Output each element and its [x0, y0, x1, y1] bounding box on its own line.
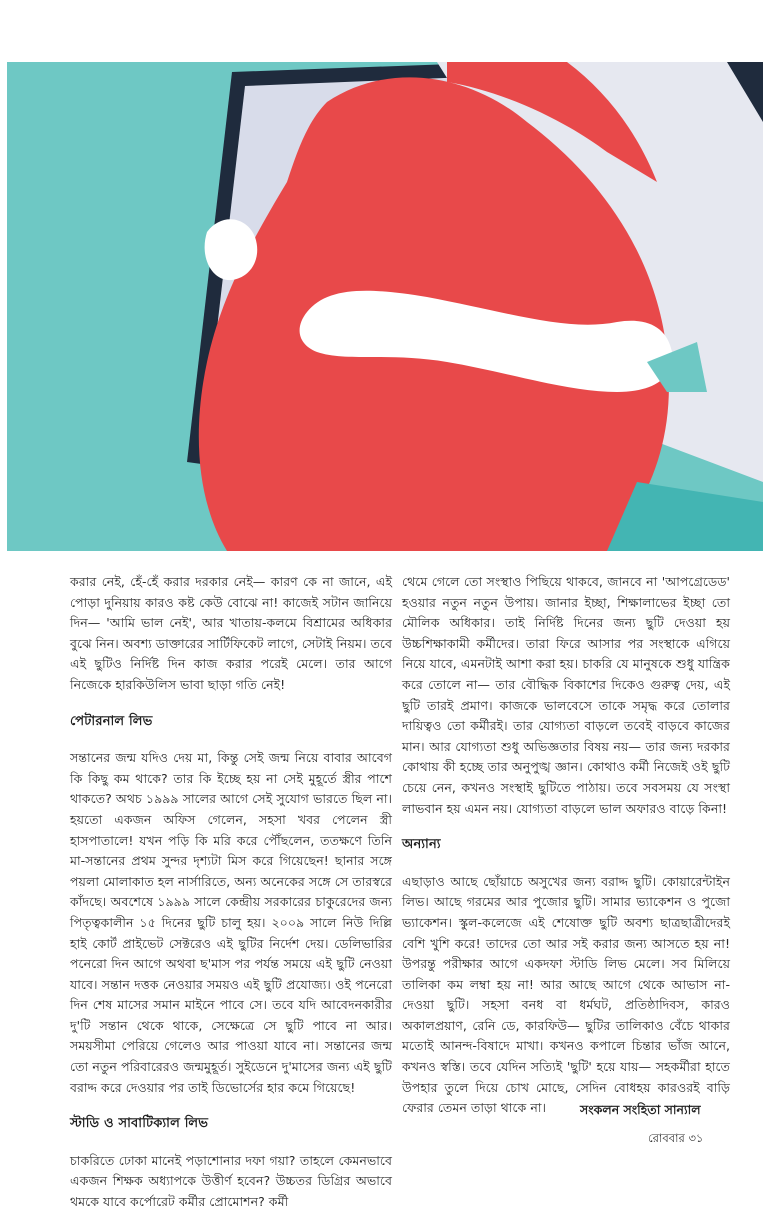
- study-continued-paragraph: থেমে গেলে তো সংস্থাও পিছিয়ে থাকবে, জানবে না 'আপগ্রেডেড' হওয়ার নতুন নতুন উপায়। জানার ইচ্ছা, শিক্ষালাভের ইচ্ছা তো মৌলিক অধিকার। তাই নির্দিষ্ট দিনের জন্য ছুটি দেওয়া হয় উচ্চশিক্ষাকামী কর্মীদের। তারা ফিরে আসার পর সংস্থাকে এগিয়ে নিয়ে যাবে, এমনটাই আশা করা হয়। চাকরি যে মানুষকে শুধু যান্ত্রিক করে তোলে না— তার বৌদ্ধিক বিকাশের দিকেও গুরুত্ব দেয়, এই ছুটি তারই প্রমাণ। কাজকে ভালবেসে তাকে সমৃদ্ধ করে তোলার দায়িত্বও তো কর্মীরই। তার যোগ্যতা বাড়লে তবেই বাড়বে কাজের মান। আর যোগ্যতা শুধু অভিজ্ঞতার বিষয় নয়— তার জন্য দরকার কোথায় কী হচ্ছে তার অনুপুঙ্খ জ্ঞান। কোথাও কর্মী নিজেই ওই ছুটি চেয়ে নেন, কখনও সংস্থাই ছুটিতে পাঠায়। তবে সবসময় যে সংস্থা লাভবান হয় এমন নয়। যোগ্যতা বাড়লে ভাল অফারও বাড়ে কিনা!: [402, 574, 730, 816]
- study-leave-paragraph: চাকরিতে ঢোকা মানেই পড়াশোনার দফা গয়া? তাহলে কেমনভাবে একজন শিক্ষক অধ্যাপকে উত্তীর্ণ হবেন? উচ্চতর ডিগ্রির অভাবে থমকে যাবে কর্পোরেট কর্মীর প্রোমোশন? কর্মী: [70, 1152, 392, 1210]
- byline-name: সংহিতা সান্যাল: [623, 1102, 701, 1117]
- byline-label: সংকলন: [580, 1102, 620, 1117]
- heading-study-leave: স্টাডি ও সাবাটিক্যাল লিভ: [70, 1116, 209, 1132]
- heading-paternal-leave: পেটারনাল লিভ: [70, 713, 153, 729]
- pregnant-woman-with-clipboard-illustration: [7, 62, 763, 551]
- other-leave-paragraph: এছাড়াও আছে ছোঁয়াচে অসুখের জন্য বরাদ্দ ছুটি। কোয়ারেন্টাইন লিভ। আছে গরমের আর পুজোর ছুটি। সামার ভ্যাকেশন ও পুজো ভ্যাকেশন। স্কুল-কলেজে এই শেষোক্ত ছুটি অবশ্য ছাত্রছাত্রীদেরই বেশি খুশি করে! তাদের তো আর সই করার জন্য আসতে হয় না! উপরন্তু পরীক্ষার আগে একদফা স্টাডি লিভ মেলে। সব মিলিয়ে তালিকা কম লম্বা হয় না! আর আছে আগে থেকে আভাস না-দেওয়া ছুটি। সহসা বনধ বা ধর্মঘট, প্রতিষ্ঠাদিবস, কারও অকালপ্রয়াণ, রেনি ডে, কারফিউ— ছুটির তালিকাও বেঁচে থাকার মতোই আনন্দ-বিষাদে মাখা। কখনও কপালে চিন্তার ভাঁজ আনে, কখনও স্বস্তি। তবে যেদিন সত্যিই 'ছুটি' হয়ে যায়— সহকর্মীরা হাতে উপহার তুলে দিয়ে চোখ মোছে, সেদিন বোধহয় কারওরই বাড়ি ফেরার তেমন তাড়া থাকে না।: [402, 873, 730, 1116]
- page-folio: রোববার ৩১: [648, 1131, 704, 1145]
- left-column: [70, 572, 392, 1213]
- paternal-leave-paragraph: সন্তানের জন্ম যদিও দেয় মা, কিন্তু সেই জন্ম নিয়ে বাবার আবেগ কি কিছু কম থাকে? তার কি ইচ্ছে হয় না সেই মুহূর্তে স্ত্রীর পাশে থাকতে? অথচ ১৯৯৯ সালের আগে সেই সুযোগ ভারতে ছিল না। হয়তো একজন অফিস গেলেন, সহসা খবর পেলেন স্ত্রী হাসপাতালে! যখন পড়ি কি মরি করে পৌঁছলেন, ততক্ষণে তিনি মা-সন্তানের প্রথম সুন্দর দৃশ্যটা মিস করে গিয়েছেন! ছানার সঙ্গে পয়লা মোলাকাত হল নার্সারিতে, অন্য অনেকের সঙ্গে সে তারস্বরে কাঁদছে। অবশেষে ১৯৯৯ সালে কেন্দ্রীয় সরকারের চাকুরেদের জন্য পিতৃত্বকালীন ১৫ দিনের ছুটি চালু হয়। ২০০৯ সালে নিউ দিল্লি হাই কোর্ট প্রাইভেট সেক্টরেও এই ছুটির নির্দেশ দেয়। ডেলিভারির পনেরো দিন আগে অথবা ছ'মাস পর পর্যন্ত সময়ে এই ছুটি নেওয়া যাবে। সন্তান দত্তক নেওয়ার সময়ও এই ছুটি প্রযোজ্য। ওই পনেরো দিন শেষ মাসের সমান মাইনে পাবে সে। তবে যদি আবেদনকারীর দু'টি সন্তান থেকে থাকে, সেক্ষেত্রে সে ছুটি পাবে না আর। সময়সীমা পেরিয়ে গেলেও আর পাওয়া যাবে না। সন্তানের জন্ম তো নতুন পরিবারেরও জন্মমুহূর্ত। সুইডেনে দু'মাসের জন্য এই ছুটি বরাদ্দ করে দেওয়ার পর তাই ডিভোর্সের হার কমে গিয়েছে!: [70, 750, 392, 1095]
- intro-paragraph: করার নেই, হেঁ-হেঁ করার দরকার নেই— কারণ কে না জানে, এই পোড়া দুনিয়ায় কারও কষ্ট কেউ বোঝে না! কাজেই সটান জানিয়ে দিন— 'আমি ভাল নেই', আর খাতায়-কলমে বিশ্রামের অধিকার বুঝে নিন। অবশ্য ডাক্তারের সার্টিফিকেট লাগে, সেটাই নিয়ম। তবে এই ছুটিও নির্দিষ্ট দিন কাজ করার পরেই মেলে। তার আগে নিজেকে হারকিউলিস ভাবা ছাড়া গতি নেই!: [70, 574, 392, 692]
- right-column: [402, 572, 730, 1119]
- byline: [580, 1102, 701, 1122]
- cover-illustration: [7, 62, 763, 551]
- heading-other-leave: অন্যান্য: [402, 837, 441, 853]
